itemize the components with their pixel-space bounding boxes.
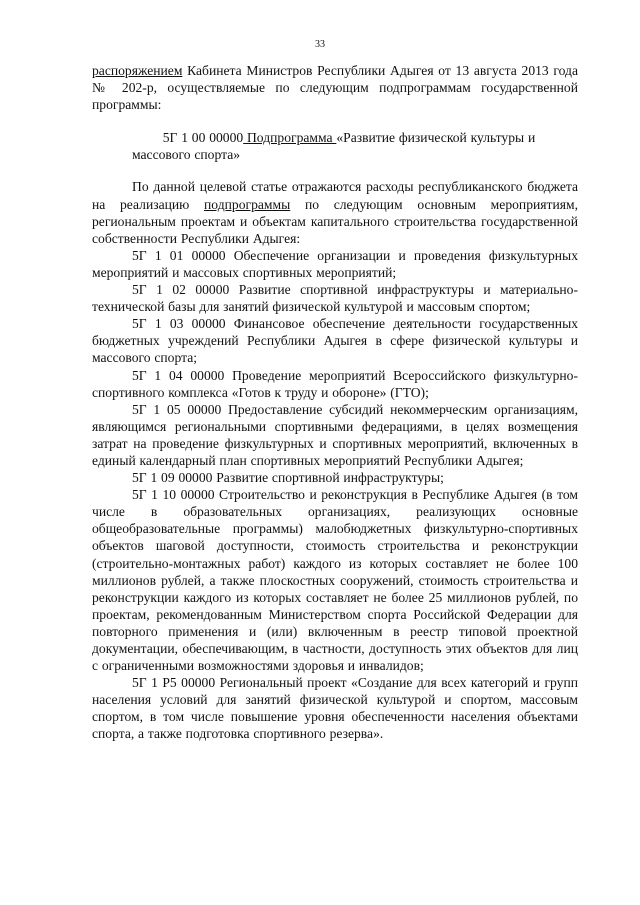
- lead-paragraph: [92, 178, 578, 246]
- item-paragraph: 5Г 1 01 00000 Обеспечение организации и проведения физкультурных мероприятий и массовых спортивных мероприятий;: [92, 247, 578, 280]
- item-paragraph: 5Г 1 05 00000 Предоставление субсидий некоммерческим организациям, являющимся региональными спортивными федерациями, в целях возмещения затрат на проведение физкультурных и спортивных мероприятий, включенных в единый календарный план спортивных мероприятий Республики Адыгея;: [92, 401, 578, 468]
- intro-text: Кабинета Министров Республики Адыгея от 13 августа 2013 года № 202-р, осуществляемые по следующим подпрограммам государственной программы:: [92, 63, 578, 113]
- item-paragraph: 5Г 1 P5 00000 Региональный проект «Создание для всех категорий и групп населения условий для занятий физической культурой и спортом, массовым спортом, в том числе повышение уровня обеспеченности населения объектами спорта, а также подготовка спортивного резерва».: [92, 675, 578, 742]
- item-paragraph: 5Г 1 02 00000 Развитие спортивной инфраструктуры и материально-технической базы для занятий физической культурой и массовым спортом;: [92, 282, 578, 315]
- lead-before: По данной целевой статье отражаются расходы республиканского бюджета на реализацию: [92, 179, 578, 212]
- item-paragraph: 5Г 1 04 00000 Проведение мероприятий Всероссийского физкультурно-спортивного комплекса «Готов к труду и обороне» (ГТО);: [92, 367, 578, 400]
- item-paragraph: 5Г 1 10 00000 Строительство и реконструкция в Республике Адыгея (в том числе в образовательных организациях, реализующих основные общеобразовательные программы) малобюджетных физкультурно-спортивных объектов шаговой доступности, стоимость строительства и реконструкции (строительно-монтажных работ) каждого из которых составляет не более 100 миллионов рублей, а также плоскостных сооружений, стоимость строительства и реконструкции каждого из которых составляет не более 25 миллионов рублей, по проектам, рекомендованным Министерством спорта Российской Федерации для повторного применения и (или) включенным в реестр типовой проектной документации, обеспечивающим, в частности, доступность этих объектов для лиц с ограниченными возможностями здоровья и инвалидов;: [92, 487, 578, 674]
- heading-link[interactable]: Подпрограмма: [243, 130, 337, 146]
- item-paragraph: 5Г 1 09 00000 Развитие спортивной инфраструктуры;: [132, 470, 444, 486]
- intro-link[interactable]: распоряжением: [92, 63, 183, 78]
- lead-link[interactable]: подпрограммы: [204, 196, 291, 212]
- heading-title: «Развитие физической культуры и массового спорта»: [132, 130, 536, 163]
- item-paragraph: 5Г 1 03 00000 Финансовое обеспечение деятельности государственных бюджетных учреждений Республики Адыгея в сфере физической культуры и массового спорта;: [92, 316, 578, 366]
- document-body: [92, 62, 578, 743]
- intro-paragraph: [92, 62, 578, 113]
- lead-after: по следующим основным мероприятиям, региональным проектам и объектам капитального строительства государственной собственности Республики Адыгея:: [92, 196, 578, 246]
- page-number: 33: [315, 39, 325, 50]
- heading-code: 5Г 1 00 00000: [162, 130, 244, 146]
- subprogram-heading: [92, 129, 578, 163]
